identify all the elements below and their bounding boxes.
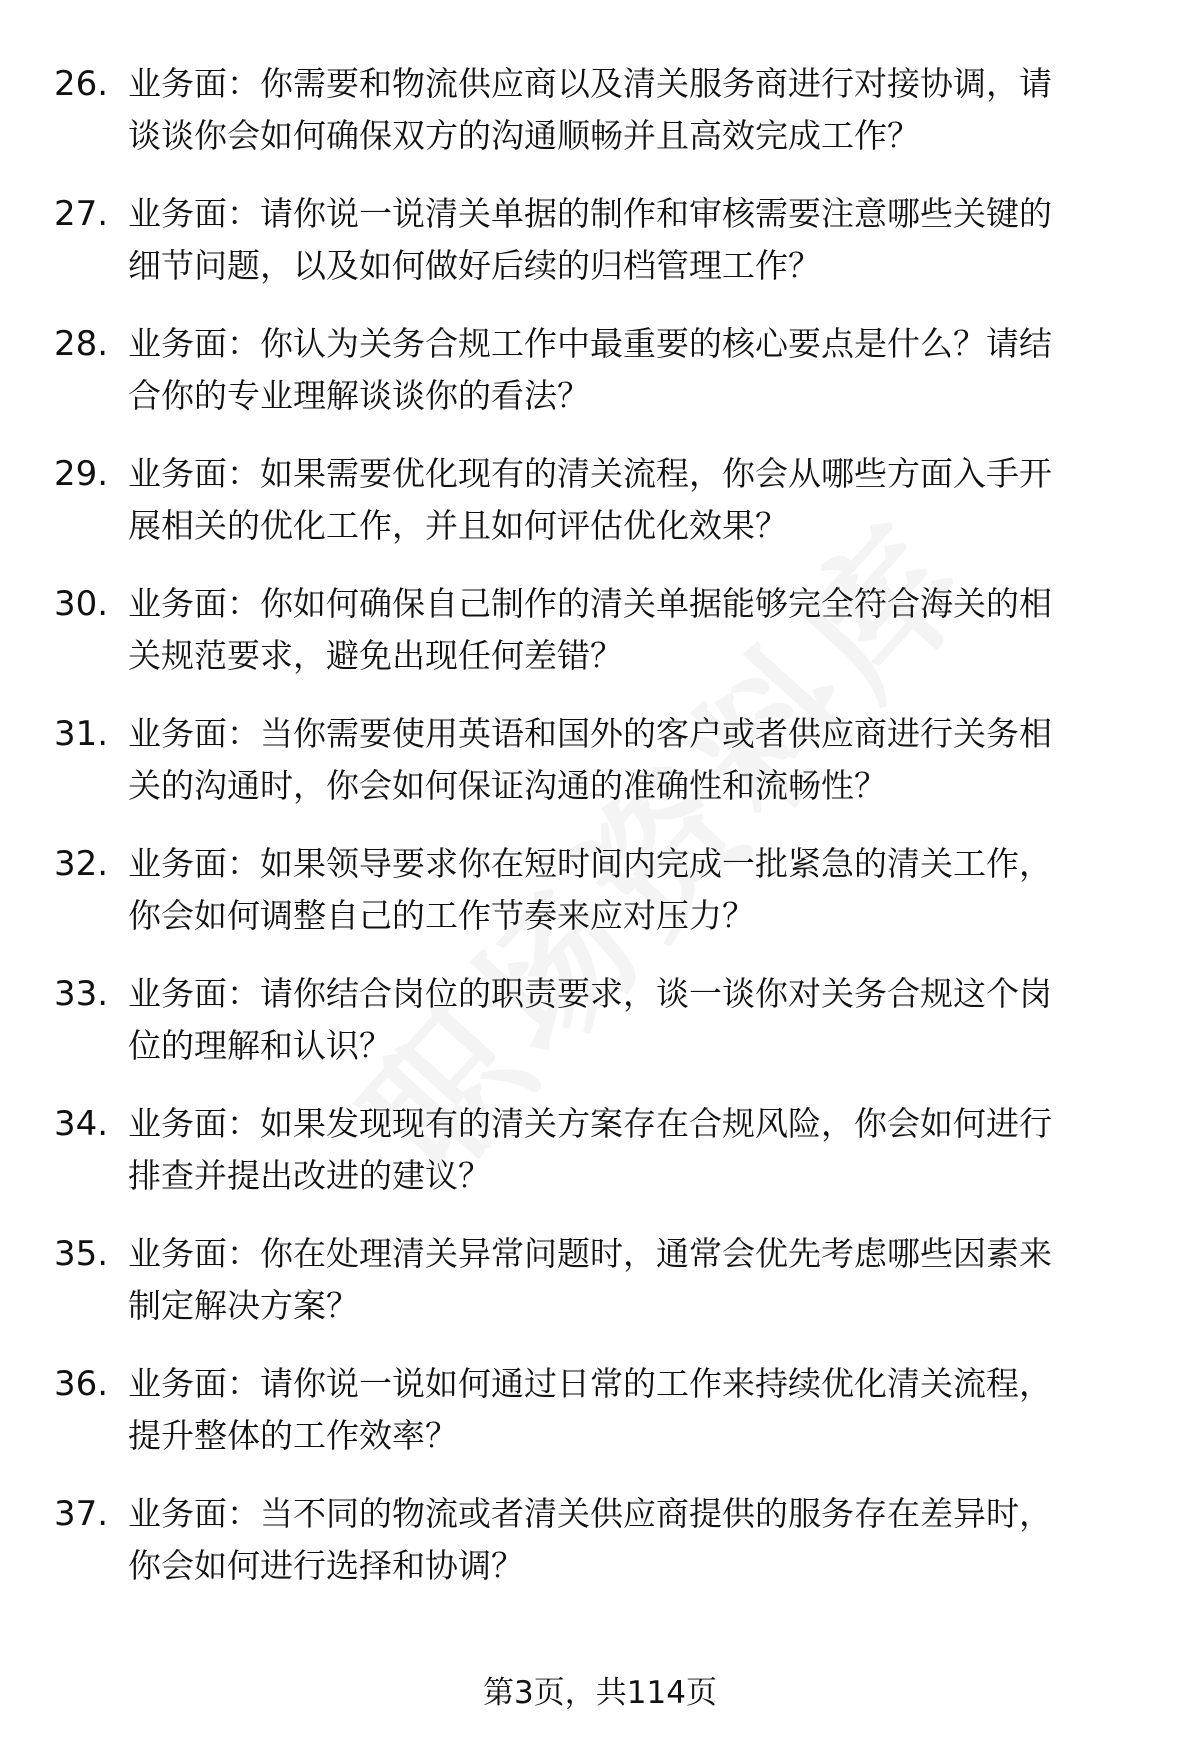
question-number: 30. xyxy=(54,584,109,624)
question-item xyxy=(54,1358,1154,1488)
question-text: 业务面：请你说一说清关单据的制作和审核需要注意哪些关键的 细节问题，以及如何做好后续的归档管理工作？ xyxy=(128,194,1052,285)
question-number: 36. xyxy=(54,1364,109,1404)
question-item xyxy=(54,1228,1154,1358)
question-item xyxy=(54,318,1154,448)
question-item xyxy=(54,708,1154,838)
question-text: 业务面：你需要和物流供应商以及清关服务商进行对接协调，请 谈谈你会如何确保双方的沟通顺畅并且高效完成工作？ xyxy=(128,64,1052,155)
question-text: 业务面：请你结合岗位的职责要求，谈一谈你对关务合规这个岗 位的理解和认识？ xyxy=(128,974,1052,1065)
question-number: 35. xyxy=(54,1234,109,1274)
question-item xyxy=(54,578,1154,708)
question-item xyxy=(54,1098,1154,1228)
question-text: 业务面：如果领导要求你在短时间内完成一批紧急的清关工作， 你会如何调整自己的工作节奏来应对压力？ xyxy=(128,844,1052,935)
question-text: 业务面：当不同的物流或者清关供应商提供的服务存在差异时， 你会如何进行选择和协调？ xyxy=(128,1494,1052,1585)
question-number: 32. xyxy=(54,844,109,884)
question-number: 33. xyxy=(54,974,109,1014)
question-item xyxy=(54,1488,1154,1618)
question-item xyxy=(54,188,1154,318)
question-list xyxy=(54,58,1154,1618)
question-text: 业务面：你在处理清关异常问题时，通常会优先考虑哪些因素来 制定解决方案？ xyxy=(128,1234,1052,1325)
question-number: 27. xyxy=(54,194,109,234)
question-item xyxy=(54,58,1154,188)
question-text: 业务面：如果需要优化现有的清关流程，你会从哪些方面入手开 展相关的优化工作，并且如何评估优化效果？ xyxy=(128,454,1052,545)
question-number: 29. xyxy=(54,454,109,494)
question-item xyxy=(54,838,1154,968)
question-item xyxy=(54,448,1154,578)
question-number: 31. xyxy=(54,714,109,754)
question-number: 28. xyxy=(54,324,109,364)
question-number: 34. xyxy=(54,1104,109,1144)
question-text: 业务面：请你说一说如何通过日常的工作来持续优化清关流程， 提升整体的工作效率？ xyxy=(128,1364,1052,1455)
question-text: 业务面：你如何确保自己制作的清关单据能够完全符合海关的相 关规范要求，避免出现任何差错？ xyxy=(128,584,1052,675)
question-text: 业务面：你认为关务合规工作中最重要的核心要点是什么？请结 合你的专业理解谈谈你的看法？ xyxy=(128,324,1052,415)
question-text: 业务面：当你需要使用英语和国外的客户或者供应商进行关务相 关的沟通时，你会如何保证沟通的准确性和流畅性？ xyxy=(128,714,1052,805)
question-number: 26. xyxy=(54,64,109,104)
question-item xyxy=(54,968,1154,1098)
question-text: 业务面：如果发现现有的清关方案存在合规风险，你会如何进行 排查并提出改进的建议？ xyxy=(128,1104,1052,1195)
question-number: 37. xyxy=(54,1494,109,1534)
page-footer: 第3页，共114页 xyxy=(483,1675,717,1711)
